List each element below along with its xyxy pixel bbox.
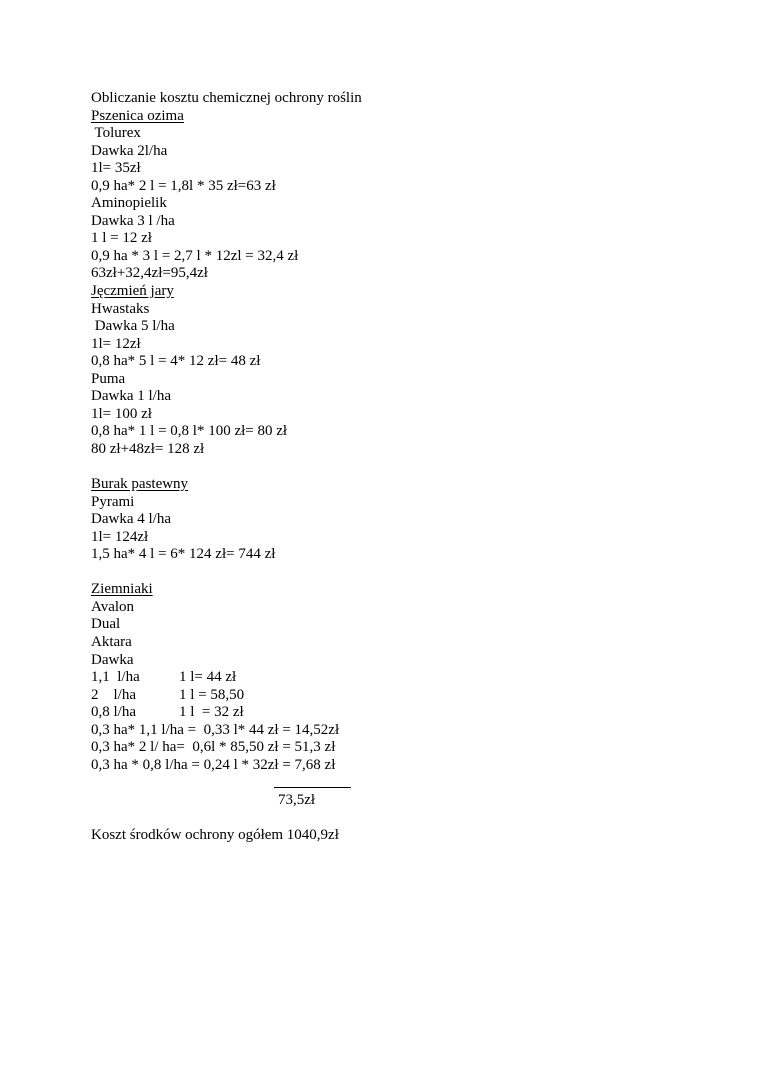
section-beet <box>91 476 691 564</box>
section-barley <box>91 283 691 458</box>
sum-rule <box>274 787 351 788</box>
text-line: 0,9 ha* 2 l = 1,8l * 35 zł=63 zł <box>91 177 276 194</box>
text-line: 1l= 12zł <box>91 335 141 352</box>
text-line: 0,8 ha* 5 l = 4* 12 zł= 48 zł <box>91 353 261 370</box>
text-line: 80 zł+48zł= 128 zł <box>91 440 205 457</box>
dose-value: 1,1 l/ha <box>91 669 140 686</box>
text-line: Dawka 2l/ha <box>91 142 168 159</box>
price-value: 1 l = 58,50 <box>179 686 245 703</box>
calc-line: 0,3 ha* 2 l/ ha= 0,6l * 85,50 zł = 51,3 zł <box>91 739 336 756</box>
dose-value: 0,8 l/ha <box>91 704 136 721</box>
sum-value: 73,5zł <box>278 791 316 808</box>
text-line: Hwastaks <box>91 300 150 317</box>
text-line: Pyrami <box>91 493 135 510</box>
text-line: Aminopielik <box>91 195 167 212</box>
text-line: Dawka 1 l/ha <box>91 388 171 405</box>
text-line: Aktara <box>91 633 132 650</box>
section-heading-barley: Jęczmień jary <box>91 283 174 300</box>
text-line: 1l= 35zł <box>91 160 141 177</box>
price-value: 1 l= 44 zł <box>179 669 237 686</box>
document-title: Obliczanie kosztu chemicznej ochrony roślin <box>91 90 362 106</box>
blank-line <box>91 458 691 476</box>
total-cost: Koszt środków ochrony ogółem 1040,9zł <box>91 826 339 843</box>
text-line: Tolurex <box>91 125 141 142</box>
sum-separator <box>91 774 691 792</box>
text-line: 1l= 124zł <box>91 528 149 545</box>
text-line: Dawka 3 l /ha <box>91 212 175 229</box>
dose-value: 2 l/ha <box>91 686 136 703</box>
dose-row <box>91 669 691 687</box>
section-heading-potatoes: Ziemniaki <box>91 581 153 598</box>
text-line: Avalon <box>91 598 135 615</box>
section-heading-wheat: Pszenica ozima <box>91 107 184 124</box>
text-line: 1l= 100 zł <box>91 405 152 422</box>
section-potatoes <box>91 581 691 809</box>
text-line: Dawka 5 l/ha <box>91 318 175 335</box>
blank-line <box>91 809 691 827</box>
price-value: 1 l = 32 zł <box>179 704 244 721</box>
text-line: 0,8 ha* 1 l = 0,8 l* 100 zł= 80 zł <box>91 423 288 440</box>
text-line: Puma <box>91 370 126 387</box>
section-heading-beet: Burak pastewny <box>91 476 189 493</box>
calc-line: 0,3 ha* 1,1 l/ha = 0,33 l* 44 zł = 14,52zł <box>91 721 340 738</box>
calc-line: 0,3 ha * 0,8 l/ha = 0,24 l * 32zł = 7,68 zł <box>91 756 336 773</box>
text-line: Dawka 4 l/ha <box>91 511 171 528</box>
text-line: 1,5 ha* 4 l = 6* 124 zł= 744 zł <box>91 546 276 563</box>
text-line: 63zł+32,4zł=95,4zł <box>91 265 208 282</box>
text-line: Dawka <box>91 651 134 668</box>
document-content <box>91 90 691 845</box>
text-line: 1 l = 12 zł <box>91 230 152 247</box>
text-line: 0,9 ha * 3 l = 2,7 l * 12zl = 32,4 zł <box>91 247 299 264</box>
section-wheat <box>91 108 691 283</box>
text-line: Dual <box>91 616 121 633</box>
blank-line <box>91 564 691 582</box>
dose-row <box>91 687 691 705</box>
dose-row <box>91 704 691 722</box>
